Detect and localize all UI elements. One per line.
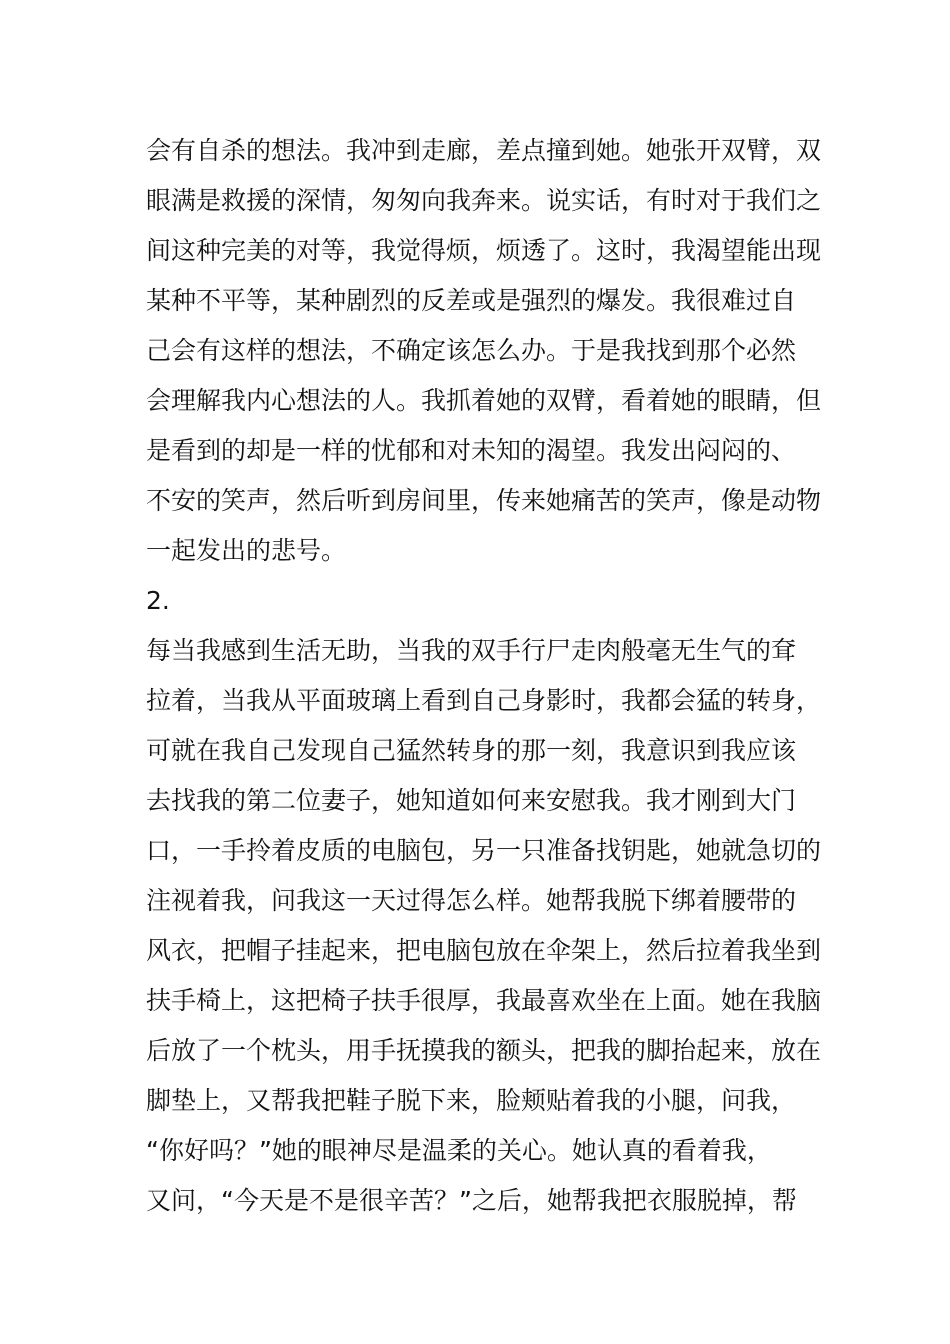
text-line: “你好吗？”她的眼神尽是温柔的关心。她认真的看着我， — [146, 1136, 772, 1165]
text-line: 会理解我内心想法的人。我抓着她的双臂，看着她的眼睛，但 — [146, 386, 822, 415]
text-line: 又问，“今天是不是很辛苦？”之后，她帮我把衣服脱掉，帮 — [146, 1186, 797, 1215]
text-line: 风衣，把帽子挂起来，把电脑包放在伞架上，然后拉着我坐到 — [146, 936, 822, 965]
text-line: 口，一手拎着皮质的电脑包，另一只准备找钥匙，她就急切的 — [146, 836, 822, 865]
section-number: 2. — [146, 586, 170, 615]
text-line: 每当我感到生活无助，当我的双手行尸走肉般毫无生气的耷 — [146, 636, 797, 665]
text-line: 某种不平等，某种剧烈的反差或是强烈的爆发。我很难过自 — [146, 286, 797, 315]
text-line: 脚垫上，又帮我把鞋子脱下来，脸颊贴着我的小腿，问我， — [146, 1086, 797, 1115]
text-line: 拉着，当我从平面玻璃上看到自己身影时，我都会猛的转身， — [146, 686, 822, 715]
text-line: 是看到的却是一样的忧郁和对未知的渴望。我发出闷闷的、 — [146, 436, 797, 465]
text-line: 间这种完美的对等，我觉得烦，烦透了。这时，我渴望能出现 — [146, 236, 822, 265]
text-line: 眼满是救援的深情，匆匆向我奔来。说实话，有时对于我们之 — [146, 186, 822, 215]
text-line: 注视着我，问我这一天过得怎么样。她帮我脱下绑着腰带的 — [146, 886, 797, 915]
text-line: 不安的笑声，然后听到房间里，传来她痛苦的笑声，像是动物 — [146, 486, 822, 515]
text-line: 扶手椅上，这把椅子扶手很厚，我最喜欢坐在上面。她在我脑 — [146, 986, 822, 1015]
text-line: 一起发出的悲号。 — [146, 536, 347, 565]
text-line: 去找我的第二位妻子，她知道如何来安慰我。我才刚到大门 — [146, 786, 797, 815]
body-text — [146, 126, 822, 1226]
text-line: 己会有这样的想法，不确定该怎么办。于是我找到那个必然 — [146, 336, 797, 365]
text-line: 后放了一个枕头，用手抚摸我的额头，把我的脚抬起来，放在 — [146, 1036, 822, 1065]
text-line: 会有自杀的想法。我冲到走廊，差点撞到她。她张开双臂，双 — [146, 136, 822, 165]
text-line: 可就在我自己发现自己猛然转身的那一刻，我意识到我应该 — [146, 736, 797, 765]
